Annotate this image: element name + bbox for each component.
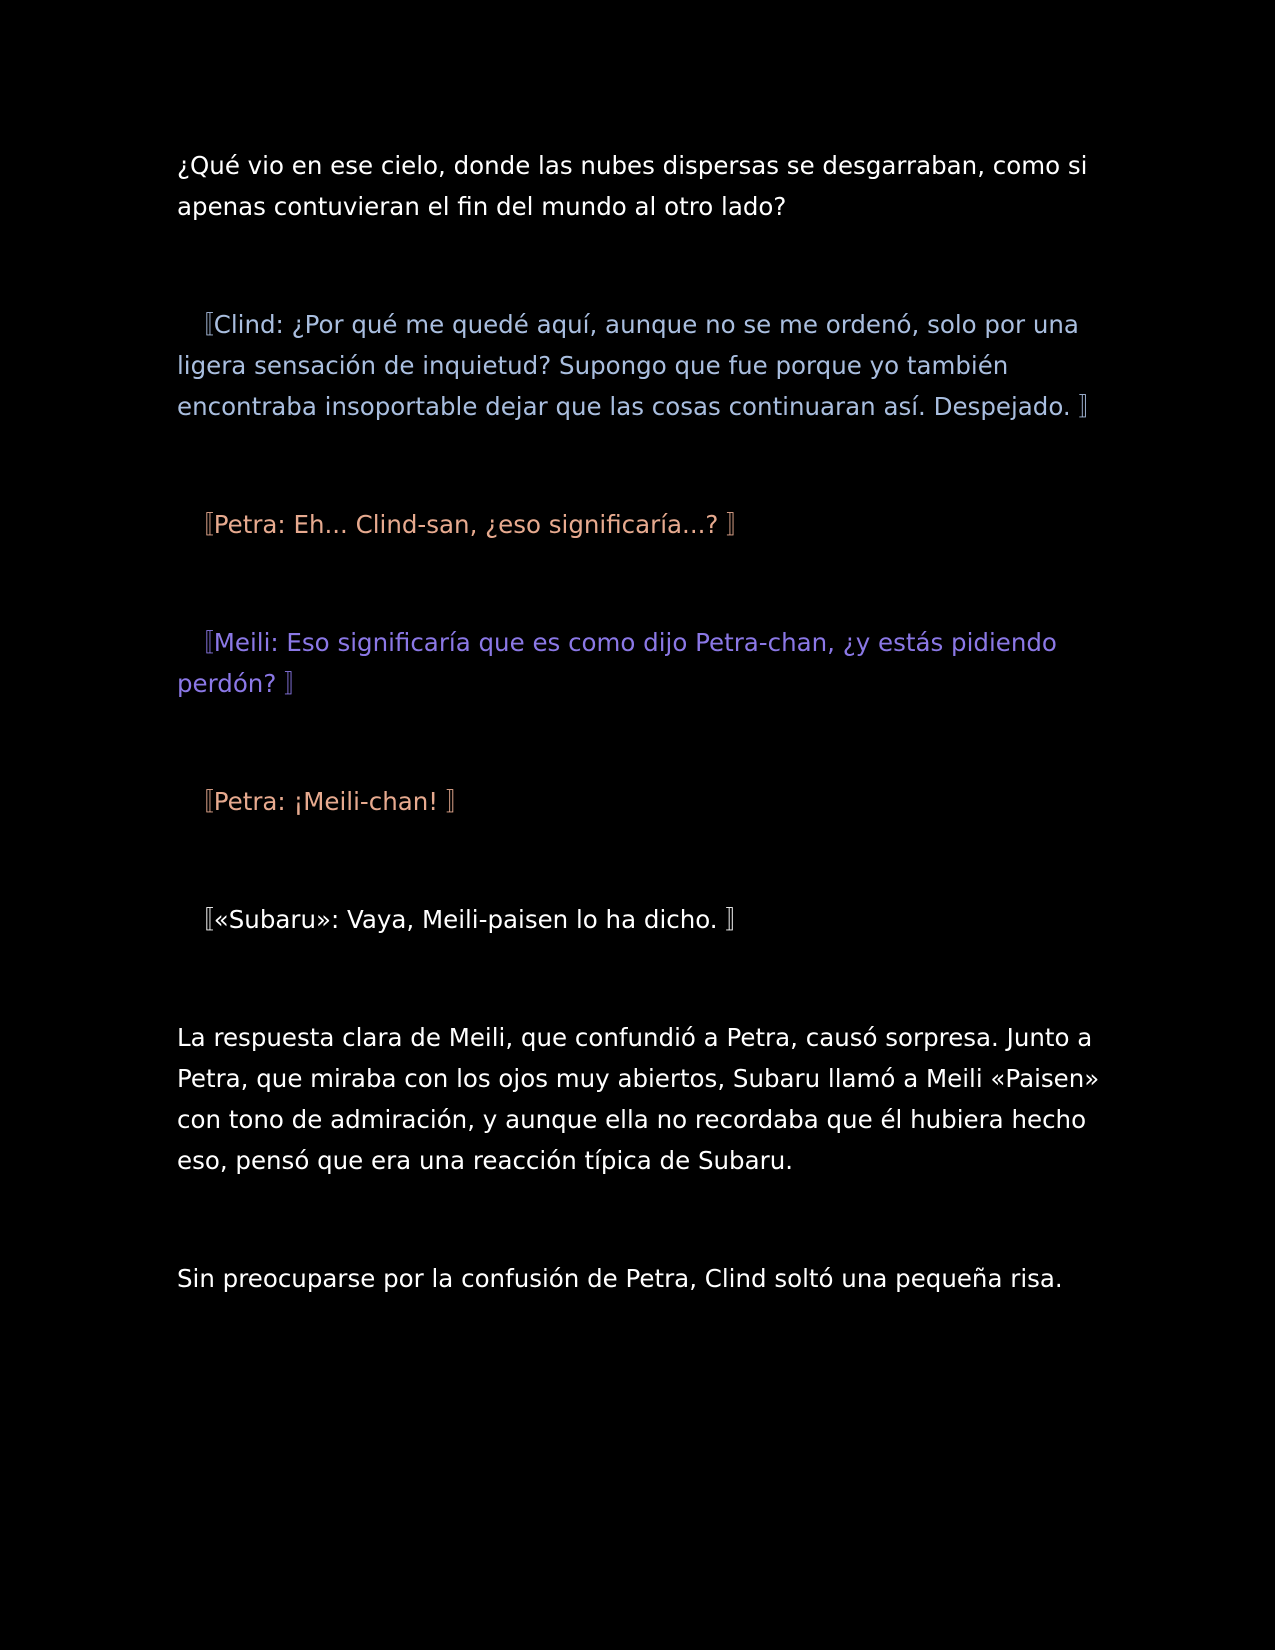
dialogue-petra-2: 〚Petra: ¡Meili-chan! 〛	[177, 787, 471, 816]
document-page	[177, 145, 1107, 1376]
dialogue-petra-1: 〚Petra: Eh... Clind-san, ¿eso significaría...? 〛	[177, 510, 751, 539]
dialogue-clind: 〚Clind: ¿Por qué me quedé aquí, aunque no se me ordenó, solo por una ligera sensación de inquietud? Supongo que fue porque yo también encontraba insoportable dejar que las cosas continuaran así. Despejado. 〛	[177, 310, 1103, 421]
narration-paragraph-3: Sin preocuparse por la confusión de Petra, Clind soltó una pequeña risa.	[177, 1264, 1063, 1293]
dialogue-meili: 〚Meili: Eso significaría que es como dijo Petra-chan, ¿y estás pidiendo perdón? 〛	[177, 628, 1057, 698]
narration-paragraph-2: La respuesta clara de Meili, que confundió a Petra, causó sorpresa. Junto a Petra, que miraba con los ojos muy abiertos, Subaru llamó a Meili «Paisen» con tono de admiración, y aunque ella no recordaba que él hubiera hecho eso, pensó que era una reacción típica de Subaru.	[177, 1023, 1100, 1175]
dialogue-subaru: 〚«Subaru»: Vaya, Meili-paisen lo ha dicho. 〛	[177, 905, 750, 934]
narration-paragraph-1: ¿Qué vio en ese cielo, donde las nubes dispersas se desgarraban, como si apenas contuvieran el fin del mundo al otro lado?	[177, 151, 1088, 221]
